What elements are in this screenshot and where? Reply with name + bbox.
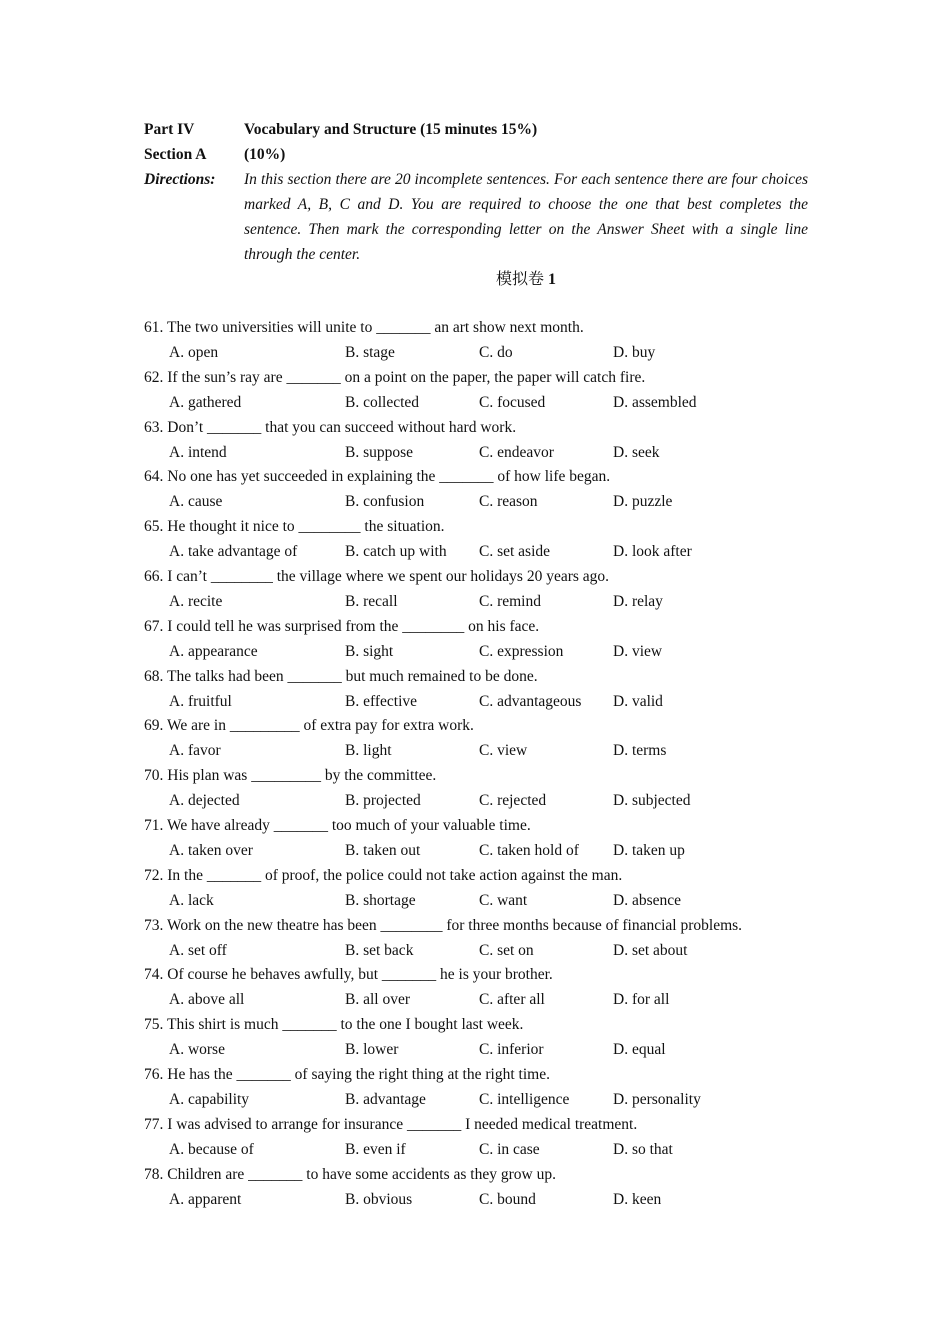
option-a: A. fruitful: [169, 692, 232, 710]
option-b: B. light: [345, 742, 392, 760]
option-a: A. set off: [169, 941, 227, 959]
question-item: [144, 464, 824, 514]
option-a: A. taken over: [169, 841, 253, 859]
option-d: D. set about: [613, 941, 688, 959]
option-b: B. lower: [345, 1041, 399, 1059]
paper-title: [244, 267, 808, 292]
question-stem: 77. I was advised to arrange for insurance _______ I needed medical treatment.: [144, 1115, 638, 1133]
section-label: Section A: [144, 146, 207, 163]
option-b: B. set back: [345, 941, 414, 959]
option-c: C. rejected: [479, 792, 547, 810]
option-c: C. view: [479, 742, 528, 760]
question-item: [144, 763, 824, 813]
option-d: D. seek: [613, 443, 660, 461]
option-b: B. shortage: [345, 891, 416, 909]
answer-options: [144, 838, 824, 863]
option-c: C. set aside: [479, 543, 551, 561]
option-b: B. catch up with: [345, 543, 447, 561]
question-item: [144, 1062, 824, 1112]
question-stem: 64. No one has yet succeeded in explaining the _______ of how life began.: [144, 468, 611, 486]
question-stem: 70. His plan was _________ by the committee.: [144, 767, 437, 785]
answer-options: [144, 689, 824, 714]
option-b: B. all over: [345, 991, 410, 1009]
option-a: A. intend: [169, 443, 227, 461]
option-c: C. set on: [479, 941, 534, 959]
option-b: B. confusion: [345, 493, 425, 511]
option-c: C. focused: [479, 393, 546, 411]
option-a: A. apparent: [169, 1190, 242, 1208]
option-a: A. take advantage of: [169, 543, 298, 561]
option-b: B. advantage: [345, 1090, 426, 1108]
question-stem: 71. We have already _______ too much of your valuable time.: [144, 816, 531, 834]
question-item: [144, 863, 824, 913]
question-item: [144, 614, 824, 664]
answer-options: [144, 440, 824, 465]
question-stem: 65. He thought it nice to ________ the situation.: [144, 518, 445, 536]
answer-options: [144, 539, 824, 564]
part-title: Vocabulary and Structure (15 minutes 15%): [244, 121, 538, 138]
option-b: B. effective: [345, 692, 418, 710]
question-stem: 66. I can’t ________ the village where we spent our holidays 20 years ago.: [144, 567, 610, 585]
option-a: A. favor: [169, 742, 221, 760]
answer-options: [144, 788, 824, 813]
answer-options: [144, 738, 824, 763]
question-stem: 61. The two universities will unite to _______ an art show next month.: [144, 319, 584, 336]
option-c: C. inferior: [479, 1041, 544, 1059]
question-item: [144, 315, 824, 365]
section-value: (10%): [244, 146, 286, 163]
option-d: D. personality: [613, 1090, 701, 1108]
option-b: B. suppose: [345, 443, 414, 461]
option-d: D. buy: [613, 344, 656, 361]
option-a: A. gathered: [169, 393, 242, 411]
question-item: [144, 415, 824, 465]
question-stem: 69. We are in _________ of extra pay for extra work.: [144, 717, 474, 735]
answer-options: [144, 938, 824, 963]
option-a: A. recite: [169, 592, 223, 610]
option-d: D. so that: [613, 1140, 673, 1158]
question-stem: 75. This shirt is much _______ to the one I bought last week.: [144, 1016, 524, 1034]
answer-options: [144, 1037, 824, 1062]
section-heading: [144, 142, 808, 167]
question-stem: 72. In the _______ of proof, the police could not take action against the man.: [144, 866, 623, 884]
option-d: D. equal: [613, 1041, 666, 1059]
answer-options: [144, 340, 824, 365]
option-b: B. stage: [345, 344, 395, 361]
option-d: D. look after: [613, 543, 692, 561]
option-b: B. even if: [345, 1140, 406, 1158]
question-item: [144, 813, 824, 863]
option-d: D. keen: [613, 1190, 662, 1208]
option-a: A. because of: [169, 1140, 254, 1158]
option-d: D. view: [613, 642, 663, 660]
option-d: D. valid: [613, 692, 663, 710]
directions: [144, 167, 808, 267]
option-a: A. appearance: [169, 642, 258, 660]
answer-options: [144, 888, 824, 913]
part-label: Part IV: [144, 121, 195, 138]
option-c: C. intelligence: [479, 1090, 570, 1108]
question-item: [144, 564, 824, 614]
option-b: B. sight: [345, 642, 394, 660]
question-stem: 74. Of course he behaves awfully, but _______ he is your brother.: [144, 966, 553, 984]
option-c: C. advantageous: [479, 692, 582, 710]
option-d: D. relay: [613, 592, 663, 610]
option-a: A. above all: [169, 991, 245, 1009]
question-item: [144, 713, 824, 763]
question-stem: 76. He has the _______ of saying the right thing at the right time.: [144, 1065, 550, 1083]
question-item: [144, 1112, 824, 1162]
option-c: C. taken hold of: [479, 841, 579, 859]
option-d: D. absence: [613, 891, 681, 909]
option-b: B. obvious: [345, 1190, 413, 1208]
question-stem: 67. I could tell he was surprised from the ________ on his face.: [144, 617, 540, 635]
option-d: D. terms: [613, 742, 667, 760]
option-b: B. taken out: [345, 841, 421, 859]
question-stem: 73. Work on the new theatre has been ________ for three months because of financial problems.: [144, 916, 743, 934]
answer-options: [144, 987, 824, 1012]
option-c: C. remind: [479, 592, 541, 610]
question-item: [144, 1012, 824, 1062]
question-item: [144, 365, 824, 415]
directions-label: Directions:: [144, 171, 216, 188]
question-item: [144, 1162, 824, 1212]
question-item: [144, 962, 824, 1012]
option-a: A. dejected: [169, 792, 240, 810]
exam-header: [144, 117, 808, 292]
answer-options: [144, 1087, 824, 1112]
option-d: D. assembled: [613, 393, 697, 411]
option-a: A. capability: [169, 1090, 250, 1108]
option-c: C. reason: [479, 493, 538, 511]
question-stem: 62. If the sun’s ray are _______ on a point on the paper, the paper will catch fire.: [144, 368, 646, 386]
option-c: C. expression: [479, 642, 564, 660]
option-c: C. want: [479, 891, 528, 909]
option-c: C. endeavor: [479, 443, 554, 461]
answer-options: [144, 489, 824, 514]
paper-title-text: 模拟卷: [495, 271, 544, 288]
question-list: [144, 315, 824, 1211]
option-a: A. lack: [169, 891, 214, 909]
option-b: B. projected: [345, 792, 421, 810]
paper-title-number: 1: [548, 271, 556, 288]
question-stem: 63. Don’t _______ that you can succeed without hard work.: [144, 418, 517, 436]
question-item: [144, 664, 824, 714]
directions-text: In this section there are 20 incomplete sentences. For each sentence there are four choices marked A, B, C and D. You are required to choose the one that best completes the sentence. Then mark the corresponding letter on the Answer Sheet with a single line through the center.: [244, 171, 808, 263]
answer-options: [144, 639, 824, 664]
option-d: D. for all: [613, 991, 670, 1009]
option-a: A. open: [169, 344, 219, 361]
question-item: [144, 913, 824, 963]
answer-options: [144, 589, 824, 614]
option-a: A. worse: [169, 1041, 225, 1059]
question-item: [144, 514, 824, 564]
option-a: A. cause: [169, 493, 223, 511]
option-d: D. taken up: [613, 841, 685, 859]
option-c: C. after all: [479, 991, 545, 1009]
option-b: B. collected: [345, 393, 420, 411]
option-c: C. do: [479, 344, 513, 361]
option-c: C. bound: [479, 1190, 536, 1208]
answer-options: [144, 1187, 824, 1212]
answer-options: [144, 390, 824, 415]
option-c: C. in case: [479, 1140, 540, 1158]
question-stem: 78. Children are _______ to have some accidents as they grow up.: [144, 1165, 556, 1183]
question-stem: 68. The talks had been _______ but much remained to be done.: [144, 667, 538, 685]
option-b: B. recall: [345, 592, 398, 610]
option-d: D. puzzle: [613, 493, 673, 511]
option-d: D. subjected: [613, 792, 691, 810]
answer-options: [144, 1137, 824, 1162]
part-heading: [144, 117, 808, 142]
